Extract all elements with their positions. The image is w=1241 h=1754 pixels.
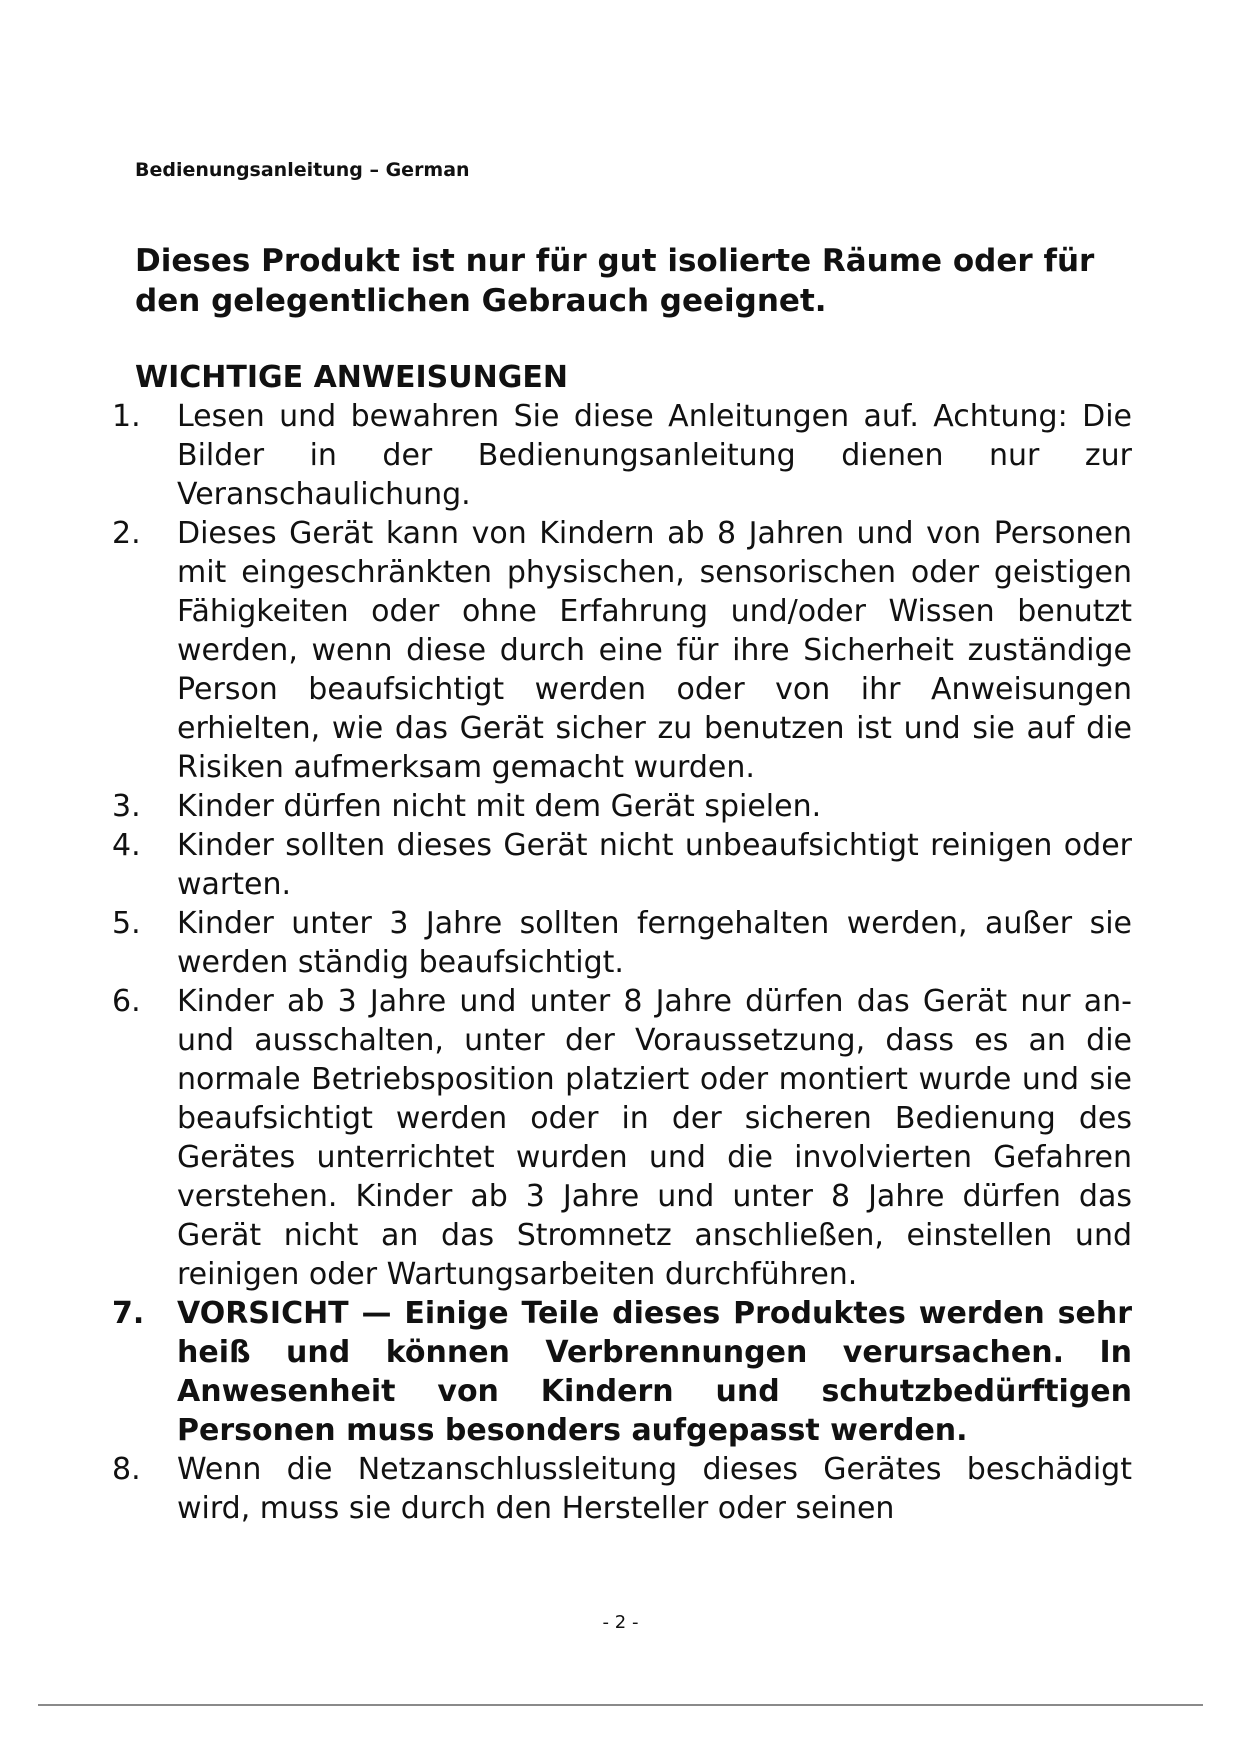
item-number: 7.	[112, 1296, 145, 1331]
list-item	[112, 1450, 1132, 1528]
warning-list-item	[112, 1294, 1132, 1450]
item-text: Kinder ab 3 Jahre und unter 8 Jahre dürfen das Gerät nur an- und ausschalten, unter der Voraussetzung, dass es an die normale Betriebsposition platziert oder montiert wurde und sie beaufsichtigt werden oder in der sicheren Bedienung des Gerätes unterrichtet wurden und die involvierten Gefahren verstehen. Kinder ab 3 Jahre und unter 8 Jahre dürfen das Gerät nicht an das Stromnetz anschließen, einstellen und reinigen oder Wartungsarbeiten durchführen.	[177, 984, 1132, 1292]
item-text: Wenn die Netzanschlussleitung dieses Gerätes beschädigt wird, muss sie durch den Hersteller oder seinen	[177, 1452, 1132, 1526]
item-number: 3.	[112, 789, 141, 824]
page-number: - 2 -	[602, 1612, 639, 1633]
item-number: 1.	[112, 399, 141, 434]
list-item	[112, 826, 1132, 904]
list-item	[112, 904, 1132, 982]
item-text: Kinder sollten dieses Gerät nicht unbeaufsichtigt reinigen oder warten.	[177, 828, 1132, 902]
section-title: WICHTIGE ANWEISUNGEN	[135, 360, 568, 395]
list-item	[112, 397, 1132, 514]
item-text: Dieses Gerät kann von Kindern ab 8 Jahren und von Personen mit eingeschränkten physischen, sensorischen oder geistigen Fähigkeiten oder ohne Erfahrung und/oder Wissen benutzt werden, wenn diese durch eine für ihre Sicherheit zuständige Person beaufsichtigt werden oder von ihr Anweisungen erhielten, wie das Gerät sicher zu benutzen ist und sie auf die Risiken aufmerksam gemacht wurden.	[177, 516, 1132, 785]
item-number: 4.	[112, 828, 141, 863]
list-item	[112, 982, 1132, 1294]
list-item	[112, 514, 1132, 787]
item-number: 8.	[112, 1452, 141, 1487]
instruction-list	[112, 397, 1132, 1528]
item-text: Lesen und bewahren Sie diese Anleitungen auf. Achtung: Die Bilder in der Bedienungsanleitung dienen nur zur Veranschaulichung.	[177, 399, 1132, 512]
item-number: 6.	[112, 984, 141, 1019]
bottom-divider	[38, 1704, 1203, 1706]
intro-notice: Dieses Produkt ist nur für gut isolierte Räume oder für den gelegentlichen Gebrauch geeignet.	[135, 243, 1095, 319]
document-header: Bedienungsanleitung – German	[135, 159, 470, 181]
item-number: 5.	[112, 906, 141, 941]
list-item	[112, 787, 1132, 826]
item-number: 2.	[112, 516, 141, 551]
item-text: VORSICHT — Einige Teile dieses Produktes werden sehr heiß und können Verbrennungen verursachen. In Anwesenheit von Kindern und schutzbedürftigen Personen muss besonders aufgepasst werden.	[177, 1296, 1132, 1448]
item-text: Kinder dürfen nicht mit dem Gerät spielen.	[177, 789, 822, 824]
item-text: Kinder unter 3 Jahre sollten ferngehalten werden, außer sie werden ständig beaufsichtigt.	[177, 906, 1132, 980]
